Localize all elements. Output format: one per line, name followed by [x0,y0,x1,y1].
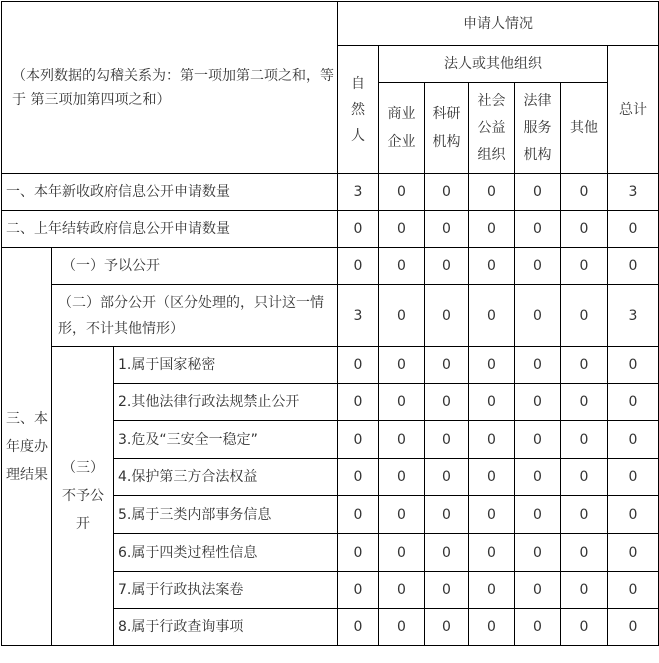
table-row [2,174,659,211]
table-note: （本列数据的勾稽关系为：第一项加第二项之和，等于 第三项加第四项之和） [2,2,338,174]
cell-value: 0 [515,609,561,646]
cell-value: 0 [561,211,608,248]
applicant-header: 申请人情况 [338,2,659,46]
cell-value: 0 [469,459,515,496]
cell-value: 0 [425,459,469,496]
cell-value: 0 [515,248,561,285]
cell-value: 0 [338,572,379,609]
cell-value: 0 [561,609,608,646]
table-row [2,347,659,384]
total-header: 总计 [608,46,659,174]
cell-value: 0 [379,609,425,646]
cell-value: 0 [515,174,561,211]
cell-value: 0 [338,609,379,646]
cell-value: 0 [469,248,515,285]
cell-value: 0 [608,459,659,496]
sub-header-legal-service: 法律服务机构 [515,83,561,174]
cell-value: 3 [608,285,659,347]
cell-value: 0 [561,285,608,347]
cell-value: 0 [338,459,379,496]
row-label: 7.属于行政执法案卷 [114,572,338,609]
row-label: 4.保护第三方合法权益 [114,459,338,496]
cell-value: 0 [608,496,659,534]
cell-value: 0 [608,609,659,646]
cell-value: 0 [425,609,469,646]
row-label: 8.属于行政查询事项 [114,609,338,646]
cell-value: 0 [379,421,425,459]
cell-value: 0 [425,211,469,248]
cell-value: 0 [469,572,515,609]
cell-value: 0 [608,421,659,459]
cell-value: 0 [561,572,608,609]
cell-value: 0 [425,347,469,384]
cell-value: 0 [515,211,561,248]
cell-value: 0 [338,384,379,421]
cell-value: 0 [515,421,561,459]
cell-value: 0 [561,347,608,384]
cell-value: 0 [608,347,659,384]
cell-value: 3 [608,174,659,211]
cell-value: 0 [561,534,608,572]
cell-value: 0 [338,347,379,384]
cell-value: 0 [379,347,425,384]
cell-value: 0 [379,174,425,211]
cell-value: 0 [469,211,515,248]
cell-value: 0 [561,248,608,285]
row-label: 2.其他法律行政法规禁止公开 [114,384,338,421]
cell-value: 0 [425,421,469,459]
cell-value: 0 [561,496,608,534]
cell-value: 0 [469,384,515,421]
row-label: 1.属于国家秘密 [114,347,338,384]
cell-value: 0 [469,285,515,347]
natural-person-header: 自然人 [338,46,379,174]
cell-value: 0 [561,459,608,496]
cell-value: 0 [425,384,469,421]
cell-value: 0 [379,496,425,534]
row-label: （一）予以公开 [52,248,338,285]
cell-value: 0 [338,421,379,459]
cell-value: 0 [515,496,561,534]
cell-value: 0 [425,285,469,347]
info-disclosure-table [1,1,659,646]
cell-value: 3 [338,285,379,347]
row-label: （二）部分公开（区分处理的，只计这一情形，不计其他情形） [52,285,338,347]
cell-value: 0 [379,384,425,421]
cell-value: 0 [515,347,561,384]
cell-value: 0 [515,285,561,347]
sub-header-business: 商业企业 [379,83,425,174]
cell-value: 3 [338,174,379,211]
cell-value: 0 [469,421,515,459]
cell-value: 0 [561,174,608,211]
row-label: 一、本年新收政府信息公开申请数量 [2,174,338,211]
cell-value: 0 [379,248,425,285]
sub-header-other: 其他 [561,83,608,174]
legal-group-header: 法人或其他组织 [379,46,608,83]
cell-value: 0 [338,211,379,248]
row-label: 3.危及“三安全一稳定” [114,421,338,459]
cell-value: 0 [425,534,469,572]
cell-value: 0 [515,572,561,609]
cell-value: 0 [561,384,608,421]
cell-value: 0 [379,459,425,496]
cell-value: 0 [515,384,561,421]
row-label: 6.属于四类过程性信息 [114,534,338,572]
cell-value: 0 [608,572,659,609]
cell-value: 0 [338,248,379,285]
cell-value: 0 [379,572,425,609]
cell-value: 0 [425,572,469,609]
sub-header-public-welfare: 社会公益组织 [469,83,515,174]
cell-value: 0 [608,384,659,421]
cell-value: 0 [425,174,469,211]
cell-value: 0 [469,534,515,572]
cell-value: 0 [425,248,469,285]
sub-header-research: 科研机构 [425,83,469,174]
cell-value: 0 [379,285,425,347]
cell-value: 0 [338,534,379,572]
table-row [2,285,659,347]
cell-value: 0 [469,347,515,384]
cell-value: 0 [379,534,425,572]
cell-value: 0 [515,534,561,572]
section3-label: 三、本年度办理结果 [2,248,52,646]
table-row [2,248,659,285]
table-row [2,211,659,248]
cell-value: 0 [425,496,469,534]
cell-value: 0 [338,496,379,534]
row-label: 5.属于三类内部事务信息 [114,496,338,534]
refuse-label: （三）不予公开 [52,347,114,646]
cell-value: 0 [469,496,515,534]
cell-value: 0 [469,609,515,646]
cell-value: 0 [469,174,515,211]
row-label: 二、上年结转政府信息公开申请数量 [2,211,338,248]
cell-value: 0 [379,211,425,248]
cell-value: 0 [608,211,659,248]
cell-value: 0 [608,248,659,285]
cell-value: 0 [515,459,561,496]
cell-value: 0 [608,534,659,572]
cell-value: 0 [561,421,608,459]
